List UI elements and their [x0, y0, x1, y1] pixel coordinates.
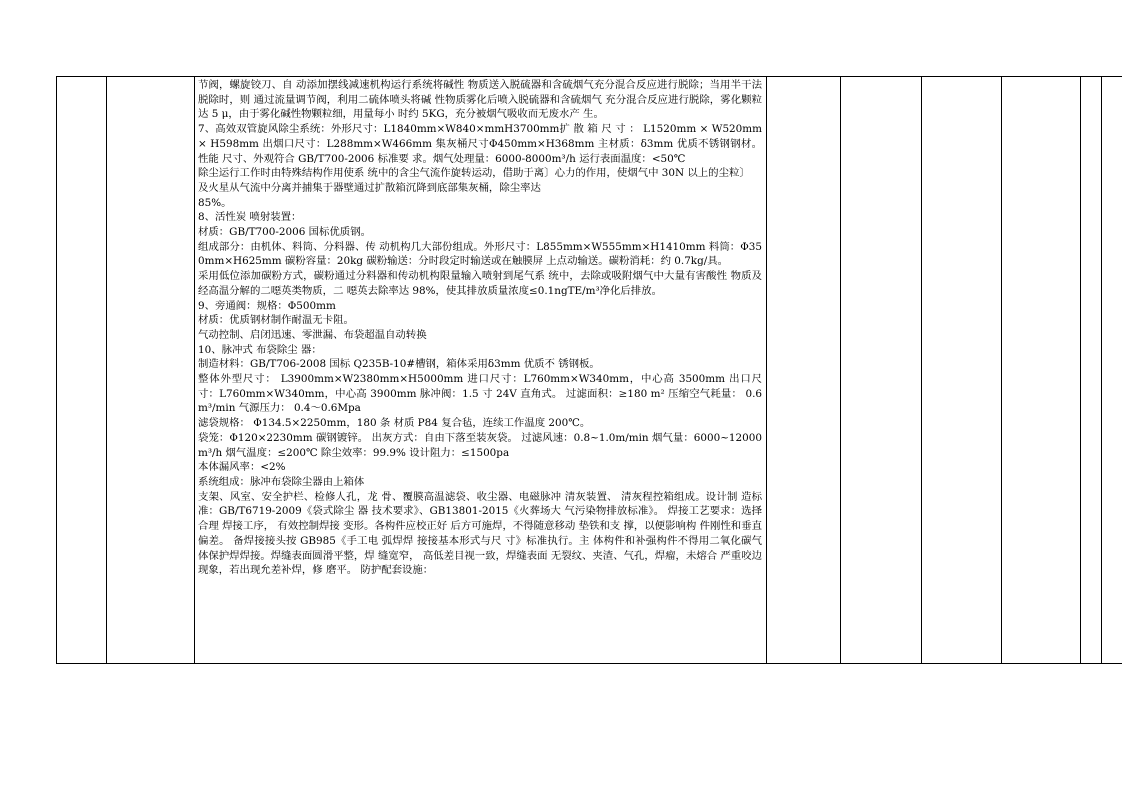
paragraph: 8、活性炭 喷射装置：	[198, 211, 302, 224]
paragraph: 9、旁通阀：规格：Φ500mm	[198, 299, 336, 312]
table-cell-blank	[1102, 77, 1122, 664]
table-cell-blank	[1081, 77, 1102, 664]
paragraph: 材质：优质钢材制作耐温无卡阻。	[198, 314, 354, 327]
document-table	[56, 76, 1122, 664]
paragraph: 7、高效双管旋风除尘系统：外形尺寸：L1840mm×W840×mmH3700mm扩 散 箱 尺 寸 ： L1520mm × W520mm × H598mm 出烟口尺寸：L288mm×W466mm 集灰桶尺寸Φ450mm×H368mm 主材质：δ3mm 优质不锈钢钢材。性能 尺寸、外观符合 GB/T700-2006 标准要 求。烟气处理量：6000-8000m³/h 运行表面温度：<50℃	[198, 123, 762, 165]
paragraph: 节阀，螺旋铰刀、自 动添加摆线减速机构运行系统将碱性 物质送入脱硫器和含硫烟气充分混合反应进行脱除；当用半干法脱除时，则 通过流量调节阀，利用二硫体喷头将碱 性物质雾化后喷入脱硫器和含硫烟气 充分混合反应进行脱除，雾化颗粒达 5 μ，由于雾化碱性物颗粒细，用量每小 时约 5KG，充分被烟气吸收而无废水产 生。	[198, 79, 762, 121]
table-cell-blank	[1002, 77, 1081, 664]
paragraph: 组成部分：由机体、料筒、分料器、传 动机构几大部份组成。外形尺寸：L855mm×W555mm×H1410mm 料筒：Φ350mm×H625mm 碳粉容量：20kg 碳粉输送：分时段定时输送或在触膜屏 上点动输送。碳粉消耗：约 0.7kg/具。	[198, 240, 762, 268]
table-cell-blank	[841, 77, 922, 664]
table-cell-blank	[922, 77, 1002, 664]
paragraph: 本体漏风率：<2%	[198, 461, 286, 474]
paragraph: 85%。	[198, 196, 232, 209]
paragraph: 系统组成：脉冲布袋除尘器由上箱体	[198, 475, 365, 488]
description-cell	[195, 77, 767, 664]
description-text	[195, 77, 766, 663]
paragraph: 10、脉冲式 布袋除尘 器：	[198, 343, 322, 356]
paragraph: 支架、风室、安全护栏、检修人孔，龙 骨、覆膜高温滤袋、收尘器、电磁脉冲 清灰装置、 清灰程控箱组成。设计制 造标准：GB/T6719-2009《袋式除尘 器 技术要求》、GB13801-2015《火葬场大 气污染物排放标准》。 焊接工艺要求：选择合理 焊接工序， 有效控制焊接 变形。各构件应校正好 后方可施焊，不得随意移动 垫铁和支 撑，以便影响构 件刚性和垂直偏差。 备焊接接头按 GB985《手工电 弧焊焊 接接基本形式与尺 寸》标准执行。主 体构件和补强构件不得用二氧化碳气 体保护焊焊接。焊缝表面圆滑平整，焊 缝宽窄， 高低差目视一致，焊缝表面 无裂纹、夹渣、气孔，焊瘤，未熔合 严重咬边现象，若出现允差补焊，修 磨平。 防护配套设施：	[198, 490, 762, 577]
paragraph: 除尘运行工作时由特殊结构作用使系 统中的含尘气流作旋转运动，借助于离〕心力的作用，使烟气中 30N 以上的尘粒〕	[198, 167, 750, 180]
paragraph: 及火星从气流中分离并捕集于器壁通过扩散箱沉降到底部集灰桶，除尘率达	[198, 181, 541, 194]
paragraph: 整体外型尺寸： L3900mm×W2380mm×H5000mm 进口尺寸：L760mm×W340mm，中心高 3500mm 出口尺寸：L760mm×W340mm，中心高 3900mm 脉冲阀：1.5 寸 24V 直角式。 过滤面积：≥180 m² 压缩空气耗量： 0.6m³/min 气源压力： 0.4～0.6Mpa	[198, 373, 762, 415]
paragraph: 气动控制、启闭迅速、零泄漏、布袋超温自动转换	[198, 328, 427, 341]
table-cell-blank	[767, 77, 841, 664]
paragraph: 袋笼：Φ120×2230mm 碳钢镀锌。 出灰方式：自由下落至装灰袋。 过滤风速：0.8~1.0m/min 烟气量：6000~12000m³/h 烟气温度：≤200℃ 除尘效率：99.9% 设计阻力：≤1500pa	[198, 431, 762, 459]
paragraph: 滤袋规格： Φ134.5×2250mm，180 条 材质 P84 复合毡，连续工作温度 200℃。	[198, 417, 591, 430]
table-cell-blank	[57, 77, 107, 664]
paragraph: 材质：GB/T700-2006 国标优质钢。	[198, 226, 371, 239]
paragraph: 采用低位添加碳粉方式，碳粉通过分料器和传动机构限量输入喷射到尾气系 统中，去除或吸附烟气中大量有害酸性 物质及经高温分解的二噁英类物质，二 噁英去除率达 98%，使其排放质量浓度≤0.1ngTE/m³净化后排放。	[198, 270, 762, 297]
paragraph: 制造材料：GB/T706-2008 国标 Q235B-10#槽钢，箱体采用δ3mm 优质不 锈钢板。	[198, 358, 600, 371]
table-row	[57, 77, 1122, 664]
table-cell-blank	[107, 77, 195, 664]
